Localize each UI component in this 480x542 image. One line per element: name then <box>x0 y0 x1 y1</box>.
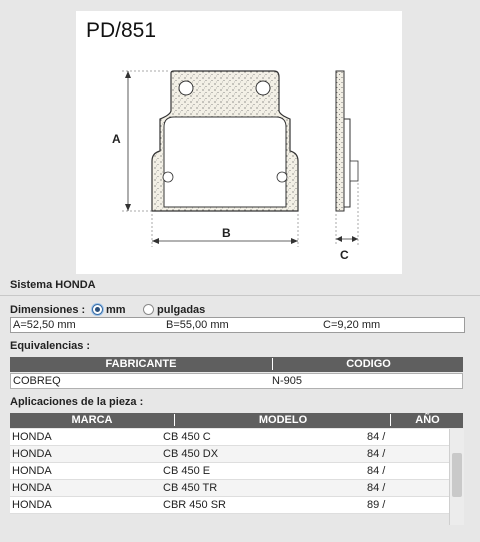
divider <box>0 295 480 296</box>
dimensions-title: Dimensiones : <box>10 304 86 316</box>
marca-cell: HONDA <box>12 499 52 511</box>
technical-drawing <box>76 11 402 274</box>
col-anio[interactable]: AÑO <box>390 414 464 426</box>
side-view-pad <box>344 119 350 207</box>
radio-mm-label: mm <box>106 304 126 316</box>
anio-cell: 84 / <box>367 448 386 460</box>
brake-pad-drawing <box>76 11 402 274</box>
aplicaciones-list <box>10 429 463 542</box>
part-code: PD/851 <box>86 19 157 42</box>
aplicaciones-header <box>10 413 463 428</box>
table-row[interactable] <box>10 480 449 497</box>
col-fabricante[interactable]: FABRICANTE <box>105 358 177 370</box>
modelo-cell: CB 450 DX <box>163 448 219 460</box>
col-codigo[interactable]: CODIGO <box>272 358 464 370</box>
modelo-cell: CB 450 E <box>163 465 211 477</box>
friction-pad <box>164 117 286 207</box>
label-a: A <box>112 132 121 146</box>
dimension-a: A=52,50 mm <box>13 319 76 331</box>
fabricante-cell: COBREQ <box>13 375 61 387</box>
codigo-cell: N-905 <box>272 375 302 387</box>
scrollbar[interactable] <box>449 429 464 525</box>
label-c: C <box>340 248 349 262</box>
marca-cell: HONDA <box>12 448 52 460</box>
col-modelo[interactable]: MODELO <box>174 414 391 426</box>
col-marca[interactable]: MARCA <box>71 414 113 426</box>
table-row[interactable] <box>10 463 449 480</box>
table-row[interactable] <box>10 429 449 446</box>
table-row[interactable] <box>10 446 449 463</box>
dimension-c: C=9,20 mm <box>323 319 381 331</box>
label-b: B <box>222 226 231 240</box>
modelo-cell: CBR 450 SR <box>163 499 226 511</box>
side-view-plate <box>336 71 344 211</box>
table-row[interactable] <box>10 373 463 389</box>
mounting-hole-left <box>179 81 193 95</box>
system-label: Sistema HONDA <box>10 279 96 291</box>
dimension-b: B=55,00 mm <box>166 319 229 331</box>
dimensions-row <box>10 317 465 333</box>
anio-cell: 84 / <box>367 465 386 477</box>
modelo-cell: CB 450 C <box>163 431 211 443</box>
equivalencias-title: Equivalencias : <box>10 340 91 352</box>
table-row[interactable] <box>10 497 449 514</box>
anio-cell: 89 / <box>367 499 386 511</box>
modelo-cell: CB 450 TR <box>163 482 218 494</box>
anio-cell: 84 / <box>367 431 386 443</box>
radio-pulgadas[interactable] <box>143 304 154 315</box>
mounting-hole-right <box>256 81 270 95</box>
equivalencias-header <box>10 357 463 372</box>
anio-cell: 84 / <box>367 482 386 494</box>
radio-mm[interactable] <box>92 304 103 315</box>
marca-cell: HONDA <box>12 465 52 477</box>
scrollbar-thumb[interactable] <box>452 453 462 497</box>
aplicaciones-title: Aplicaciones de la pieza : <box>10 396 144 408</box>
marca-cell: HONDA <box>12 431 52 443</box>
marca-cell: HONDA <box>12 482 52 494</box>
radio-pulgadas-label: pulgadas <box>157 304 206 316</box>
